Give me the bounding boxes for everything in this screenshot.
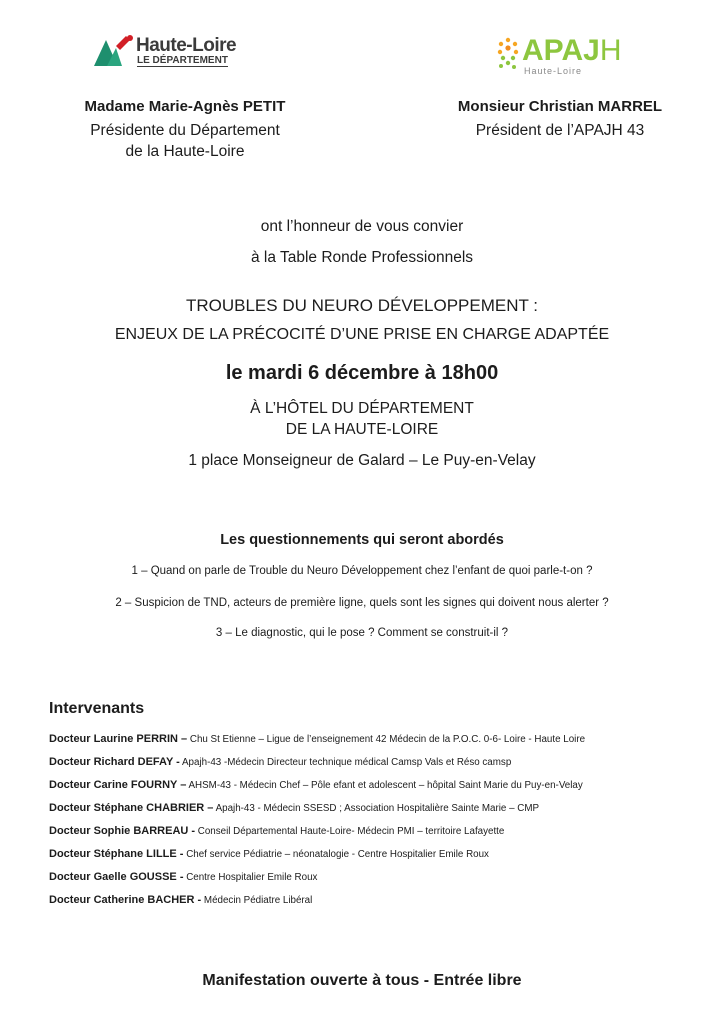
- invite-line-2: à la Table Ronde Professionnels: [250, 249, 474, 266]
- haute-loire-logo-mark-icon: [92, 34, 136, 68]
- apajh-logo-name-end: H: [599, 34, 622, 67]
- speaker-name: Docteur Catherine BACHER -: [49, 894, 202, 906]
- haute-loire-logo-sub: LE DÉPARTEMENT: [137, 55, 228, 66]
- speaker-item: [49, 869, 709, 892]
- footer-note: Manifestation ouverte à tous - Entrée libre: [202, 972, 522, 989]
- host-left-role-line2: de la Haute-Loire: [125, 143, 245, 160]
- haute-loire-logo: [92, 34, 252, 70]
- host-left-role: [30, 120, 340, 162]
- speaker-item: [49, 846, 709, 869]
- event-date: le mardi 6 décembre à 18h00: [225, 362, 499, 384]
- speaker-item: [49, 892, 709, 915]
- speaker-desc: Apajh-43 -Médecin Directeur technique médical Camsp Vals et Réso camsp: [179, 757, 512, 768]
- apajh-logo-sub: Haute-Loire: [524, 66, 583, 76]
- host-left-role-line1: Présidente du Département: [90, 122, 280, 139]
- speaker-desc: Chef service Pédiatrie – néonatalogie - Centre Hospitalier Emile Roux: [183, 849, 489, 860]
- speaker-desc: Chu St Etienne – Ligue de l’enseignement 42 Médecin de la P.O.C. 0-6- Loire - Haute Loire: [187, 734, 586, 745]
- host-right-role: [400, 120, 720, 141]
- event-venue-2: DE LA HAUTE-LOIRE: [285, 421, 439, 438]
- intervenants-title: Intervenants: [49, 700, 145, 717]
- host-right-name: Monsieur Christian MARREL: [457, 98, 663, 115]
- speaker-desc: Centre Hospitalier Emile Roux: [183, 872, 318, 883]
- apajh-flower-icon: [496, 36, 520, 74]
- host-right-role-line1: Président de l’APAJH 43: [475, 122, 645, 139]
- speaker-item: [49, 800, 709, 823]
- question-item: 1 – Quand on parle de Trouble du Neuro Développement chez l’enfant de quoi parle-t-on ?: [131, 565, 593, 577]
- host-left: [30, 98, 340, 162]
- speaker-desc: Conseil Départemental Haute-Loire- Médecin PMI – territoire Lafayette: [195, 826, 505, 837]
- intervenants-list: [49, 731, 709, 915]
- speaker-name: Docteur Carine FOURNY –: [49, 779, 187, 791]
- speaker-desc: Apajh-43 - Médecin SSESD ; Association Hospitalière Sainte Marie – CMP: [213, 803, 540, 814]
- speaker-name: Docteur Gaelle GOUSSE -: [49, 871, 184, 883]
- speaker-name: Docteur Sophie BARREAU -: [49, 825, 196, 837]
- question-item: 3 – Le diagnostic, qui le pose ? Comment se construit-il ?: [215, 627, 509, 639]
- speaker-name: Docteur Laurine PERRIN –: [49, 733, 188, 745]
- event-title-2: ENJEUX DE LA PRÉCOCITÉ D’UNE PRISE EN CHARGE ADAPTÉE: [114, 326, 610, 343]
- speaker-item: [49, 754, 709, 777]
- host-right: [400, 98, 720, 141]
- haute-loire-logo-name: Haute-Loire: [136, 35, 237, 56]
- speaker-item: [49, 777, 709, 800]
- speaker-item: [49, 731, 709, 754]
- host-left-name: Madame Marie-Agnès PETIT: [84, 98, 286, 115]
- apajh-logo-name: [522, 34, 621, 68]
- speaker-desc: AHSM-43 - Médecin Chef – Pôle efant et adolescent – hôpital Saint Marie du Puy-en-Velay: [186, 780, 583, 791]
- event-venue-1: À L’HÔTEL DU DÉPARTEMENT: [250, 400, 474, 417]
- apajh-logo: [496, 36, 646, 76]
- speaker-desc: Médecin Pédiatre Libéral: [201, 895, 313, 906]
- speaker-name: Docteur Stéphane LILLE -: [49, 848, 184, 860]
- question-item: 2 – Suspicion de TND, acteurs de première ligne, quels sont les signes qui doivent nous alerter ?: [115, 597, 609, 609]
- speaker-item: [49, 823, 709, 846]
- speaker-name: Docteur Richard DEFAY -: [49, 756, 180, 768]
- event-title-1: TROUBLES DU NEURO DÉVELOPPEMENT :: [185, 296, 539, 315]
- event-address: 1 place Monseigneur de Galard – Le Puy-en-Velay: [188, 452, 536, 469]
- apajh-logo-name-main: APAJ: [522, 34, 600, 67]
- speaker-name: Docteur Stéphane CHABRIER –: [49, 802, 214, 814]
- invite-line-1: ont l’honneur de vous convier: [260, 218, 464, 235]
- questions-title: Les questionnements qui seront abordés: [220, 532, 504, 548]
